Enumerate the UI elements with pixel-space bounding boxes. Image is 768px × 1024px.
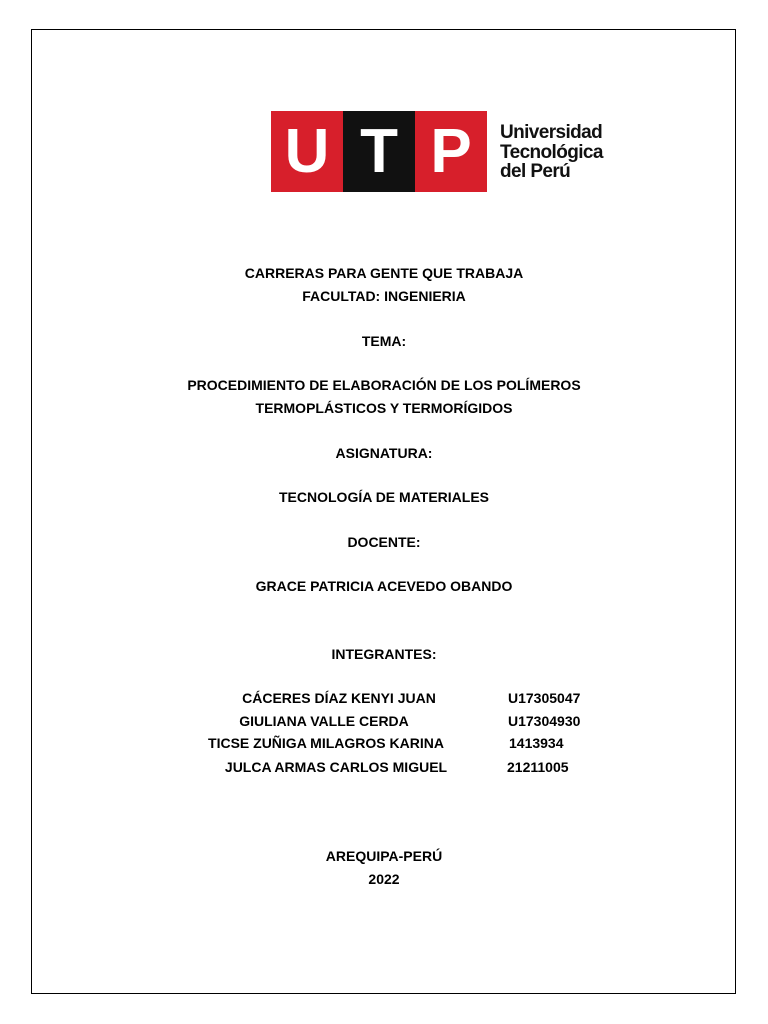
- city-label: AREQUIPA-PERÚ: [325, 848, 443, 864]
- logo-block-t: T: [343, 111, 415, 192]
- brand-line-2: Tecnológica: [500, 141, 603, 163]
- member-name: GIULIANA VALLE CERDA: [239, 713, 409, 729]
- member-code: U17305047: [508, 690, 581, 706]
- docente-value: GRACE PATRICIA ACEVEDO OBANDO: [255, 578, 513, 594]
- brand-line-1: Universidad: [500, 122, 603, 143]
- member-code: U17304930: [508, 713, 581, 729]
- docente-label: DOCENTE:: [347, 534, 421, 550]
- member-name: JULCA ARMAS CARLOS MIGUEL: [224, 759, 448, 775]
- tema-line-2: TERMOPLÁSTICOS Y TERMORÍGIDOS: [255, 400, 513, 416]
- member-name: CÁCERES DÍAZ KENYI JUAN: [242, 690, 436, 706]
- asignatura-value: TECNOLOGÍA DE MATERIALES: [279, 489, 489, 505]
- logo-block-u: U: [271, 111, 343, 192]
- member-code: 1413934: [509, 735, 564, 751]
- brand-line-3: del Perú: [500, 161, 571, 182]
- member-name: TICSE ZUÑIGA MILAGROS KARINA: [208, 735, 444, 751]
- asignatura-label: ASIGNATURA:: [335, 445, 433, 461]
- member-code: 21211005: [507, 759, 569, 775]
- tema-line-1: PROCEDIMIENTO DE ELABORACIÓN DE LOS POLÍMEROS: [187, 377, 581, 393]
- utp-logo: [271, 111, 487, 192]
- tema-label: TEMA:: [361, 333, 407, 349]
- program-heading: CARRERAS PARA GENTE QUE TRABAJA: [244, 265, 524, 281]
- university-name: [500, 123, 603, 182]
- logo-block-p: P: [415, 111, 487, 192]
- integrantes-label: INTEGRANTES:: [331, 646, 437, 662]
- faculty-heading: FACULTAD: INGENIERIA: [302, 288, 466, 304]
- year-label: 2022: [368, 871, 400, 887]
